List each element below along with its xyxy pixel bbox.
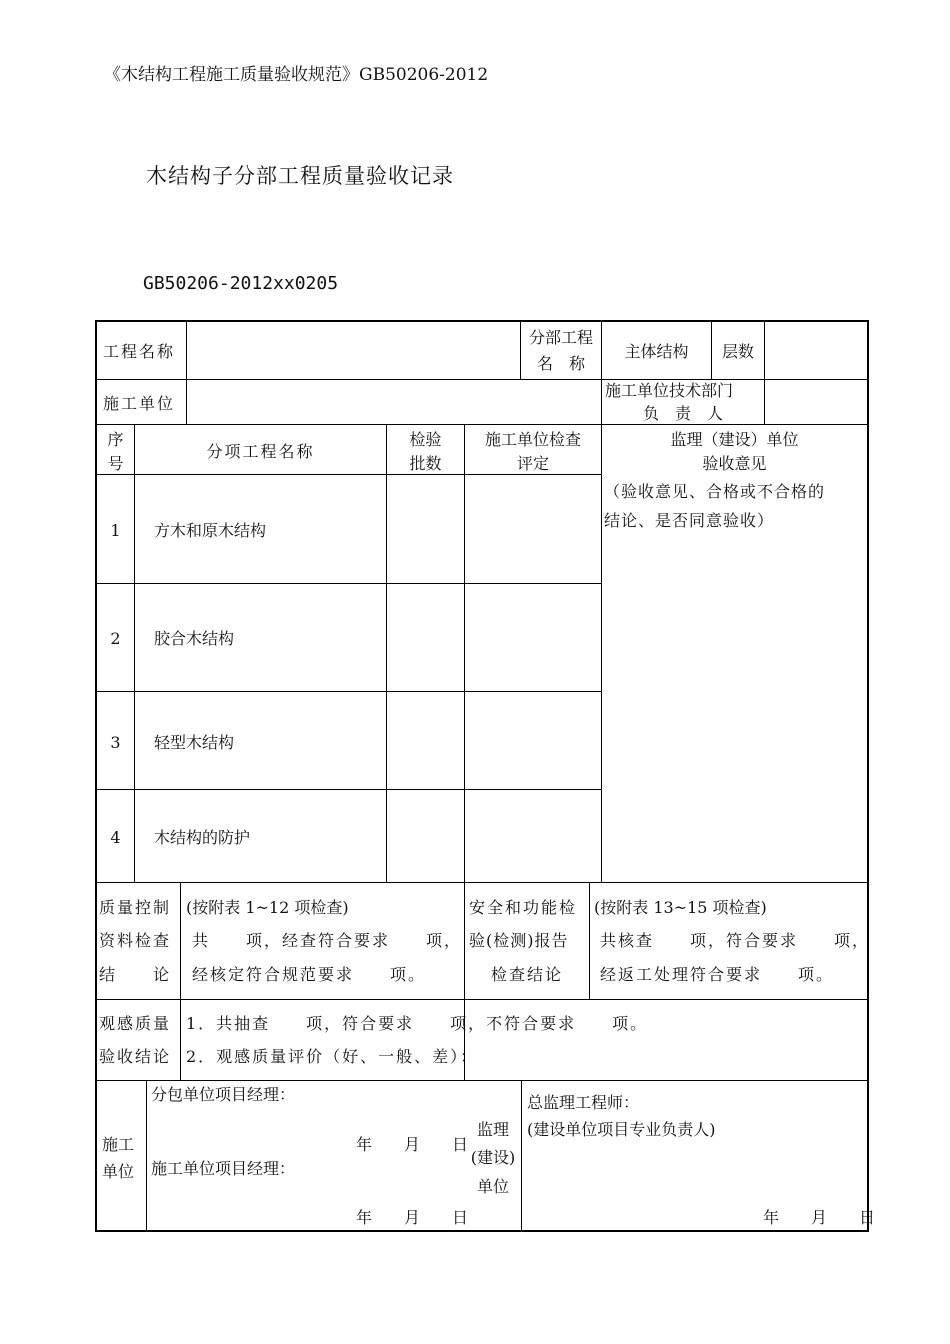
col-divider [146, 1080, 147, 1230]
row-2-number: 2 [110, 629, 121, 648]
acceptance-form-table [95, 320, 876, 1232]
row-divider [97, 379, 867, 380]
appearance-line-1: 1．共抽查 项，符合要求 项，不符合要求 项。 [186, 1014, 649, 1033]
subdivision-value: 主体结构 [624, 342, 689, 361]
subdivision-label: 分部工程 [528, 328, 593, 347]
row-divider [97, 583, 602, 584]
row-divider [97, 999, 867, 1000]
col-divider [134, 424, 135, 882]
col-eval-header: 施工单位检查 [484, 430, 581, 449]
tech-dept-label: 施工单位技术部门 [605, 381, 734, 400]
appearance-label-2: 验收结论 [99, 1047, 172, 1066]
col-seq-header: 序 [107, 430, 124, 449]
sign-supervisor-label-2: (建设) [470, 1148, 516, 1167]
safety-line-1: (按附表 13~15 项检查) [594, 898, 767, 917]
floors-label: 层数 [721, 342, 754, 361]
owner-representative: (建设单位项目专业负责人) [527, 1120, 716, 1139]
col-divider [186, 322, 187, 424]
col-opinion-header-2: 验收意见 [702, 454, 767, 473]
row-3-name: 轻型木结构 [154, 733, 235, 752]
row-divider [97, 789, 602, 790]
project-name-label: 工程名称 [103, 342, 176, 361]
sign-date-1: 年 月 日 [356, 1135, 469, 1154]
col-opinion-header: 监理（建设）单位 [670, 430, 799, 449]
sub-project-manager: 分包单位项目经理： [151, 1085, 296, 1104]
sign-supervisor-label-3: 单位 [476, 1177, 509, 1196]
row-divider [97, 882, 867, 883]
col-batch-header-2: 批数 [409, 454, 442, 473]
opinion-hint-2: 结论、是否同意验收） [604, 511, 775, 530]
appearance-label: 观感质量 [99, 1014, 172, 1033]
col-divider [764, 322, 765, 424]
safety-line-2: 共核查 项，符合要求 项， [600, 931, 871, 950]
quality-control-line-3: 经核定符合规范要求 项。 [192, 965, 427, 984]
sign-supervisor-label: 监理 [476, 1120, 509, 1139]
quality-control-line-2: 共 项，经查符合要求 项， [192, 931, 463, 950]
row-1-number: 1 [110, 521, 121, 540]
subdivision-label-2: 名 称 [536, 354, 585, 373]
col-item-name-header: 分项工程名称 [206, 442, 315, 461]
sign-contractor-label: 施工 [102, 1135, 135, 1154]
chief-engineer: 总监理工程师： [527, 1093, 640, 1112]
row-divider [97, 1080, 867, 1081]
quality-control-label-2: 资料检查 [99, 931, 172, 950]
col-seq-header-2: 号 [107, 454, 124, 473]
col-divider [521, 1080, 522, 1230]
sign-contractor-label-2: 单位 [102, 1162, 135, 1181]
appearance-line-2: 2．观感质量评价（好、一般、差）： [186, 1047, 479, 1066]
row-3-number: 3 [110, 733, 121, 752]
col-batch-header: 检验 [409, 430, 442, 449]
opinion-hint: （验收意见、合格或不合格的 [604, 482, 826, 501]
tech-dept-label-2: 负 责 人 [642, 404, 723, 423]
col-divider [386, 424, 387, 882]
safety-label-2: 验(检测)报告 [469, 931, 569, 950]
spec-reference: 《木结构工程施工质量验收规范》GB50206-2012 [104, 65, 489, 85]
safety-label: 安全和功能检 [469, 898, 578, 917]
safety-label-3: 检查结论 [490, 965, 563, 984]
row-1-name: 方木和原木结构 [154, 521, 267, 540]
main-project-manager: 施工单位项目经理： [151, 1159, 296, 1178]
contractor-label: 施工单位 [103, 394, 176, 413]
safety-line-3: 经返工处理符合要求 项。 [600, 965, 835, 984]
quality-control-line-1: (按附表 1~12 项检查) [186, 898, 349, 917]
quality-control-label: 质量控制 [99, 898, 172, 917]
col-divider [180, 882, 181, 1080]
row-4-number: 4 [110, 828, 121, 847]
row-divider [97, 691, 602, 692]
form-code: GB50206-2012xx0205 [143, 273, 339, 294]
row-2-name: 胶合木结构 [154, 629, 235, 648]
sign-date-3: 年 月 日 [763, 1208, 876, 1227]
quality-control-label-3: 结 论 [99, 965, 172, 984]
page-title: 木结构子分部工程质量验收记录 [146, 164, 454, 188]
row-4-name: 木结构的防护 [154, 828, 251, 847]
col-eval-header-2: 评定 [516, 454, 549, 473]
sign-date-2: 年 月 日 [356, 1208, 469, 1227]
col-divider [589, 882, 590, 999]
